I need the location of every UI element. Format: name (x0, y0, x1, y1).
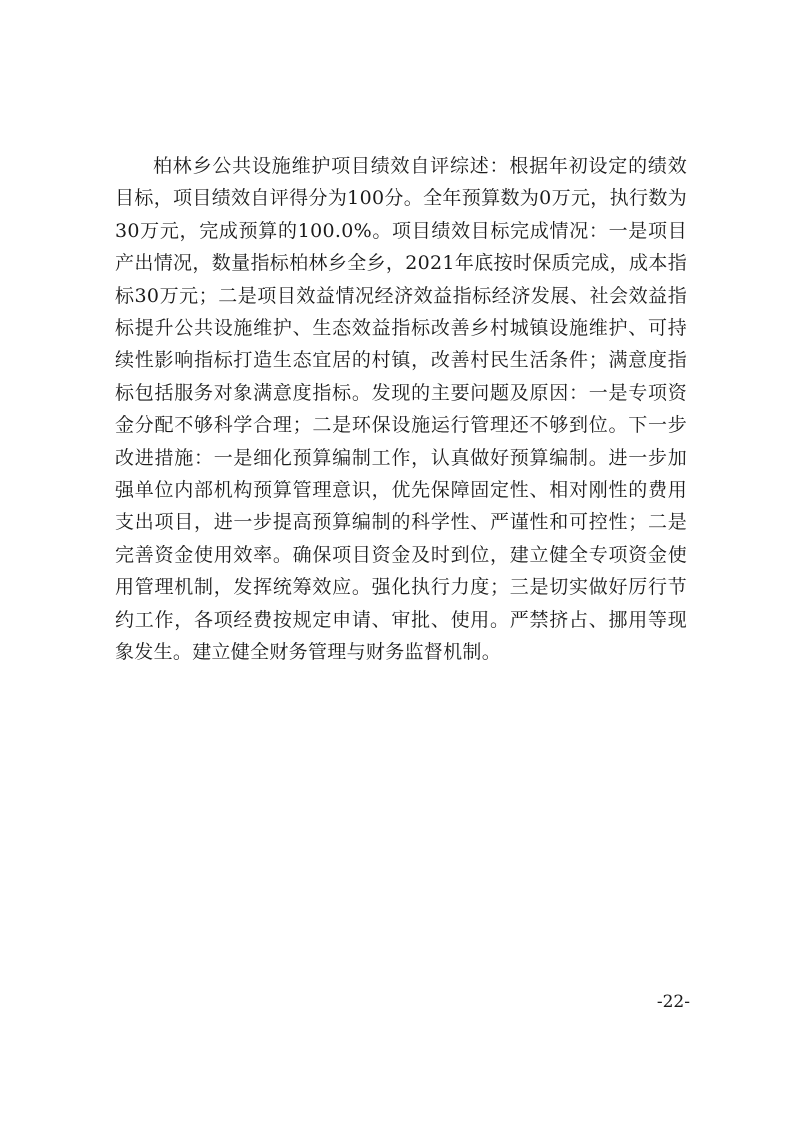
body-paragraph: 柏林乡公共设施维护项目绩效自评综述：根据年初设定的绩效目标，项目绩效自评得分为100分。全年预算数为0万元，执行数为30万元，完成预算的100.0%。项目绩效目标完成情况：一是项目产出情况，数量指标柏林乡全乡，2021年底按时保质完成，成本指标30万元；二是项目效益情况经济效益指标经济发展、社会效益指标提升公共设施维护、生态效益指标改善乡村城镇设施维护、可持续性影响指标打造生态宜居的村镇，改善村民生活条件；满意度指标包括服务对象满意度指标。发现的主要问题及原因：一是专项资金分配不够科学合理；二是环保设施运行管理还不够到位。下一步改进措施：一是细化预算编制工作，认真做好预算编制。进一步加强单位内部机构预算管理意识，优先保障固定性、相对刚性的费用支出项目，进一步提高预算编制的科学性、严谨性和可控性；二是完善资金使用效率。确保项目资金及时到位，建立健全专项资金使用管理机制，发挥统筹效应。强化执行力度；三是切实做好厉行节约工作，各项经费按规定申请、审批、使用。严禁挤占、挪用等现象发生。建立健全财务管理与财务监督机制。 (115, 155, 687, 664)
page-number: -22- (656, 992, 690, 1012)
